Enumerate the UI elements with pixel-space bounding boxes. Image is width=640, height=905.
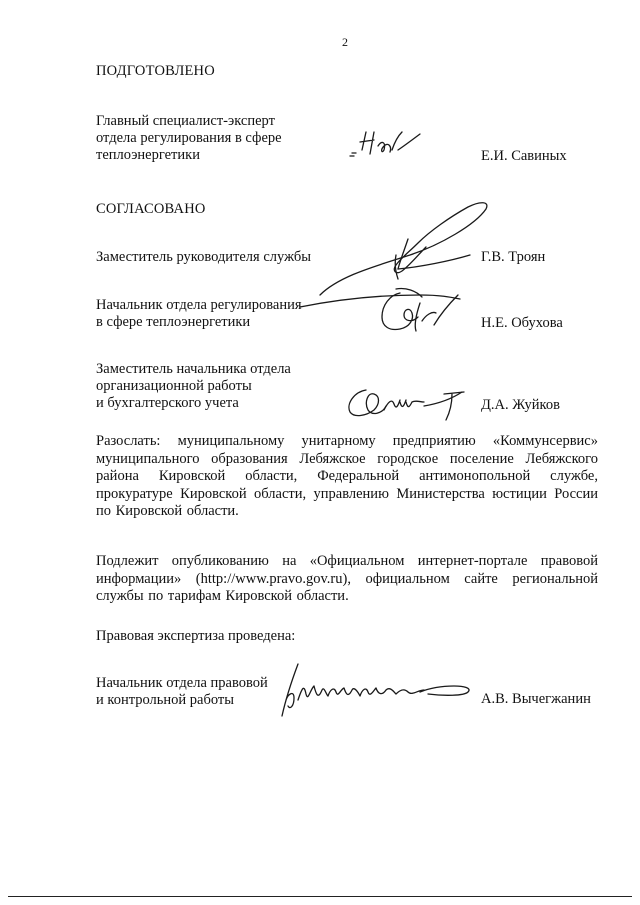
legal-review-signer-name: А.В. Вычегжанин	[481, 691, 591, 707]
distribution-paragraph: Разослать: муниципальному унитарному предприятию «Коммунсервис» муниципального образования Лебяжское городское поселение Лебяжского района Кировской области, Федеральной антимонопольной службе, прокуратуре Кировской области, управлению Министерства юстиции России по Кировской области.	[96, 433, 598, 519]
signature-zhuikov	[340, 380, 475, 425]
prepared-position-line-1: Главный специалист-эксперт	[96, 113, 275, 129]
bottom-rule	[8, 896, 632, 897]
prepared-signer-name: Е.И. Савиных	[481, 148, 567, 164]
page-number: 2	[342, 35, 348, 49]
publication-paragraph: Подлежит опубликованию на «Официальном интернет-портале правовой информации» (http://www.pravo.gov.ru), официальном сайте региональной службы по тарифам Кировской области.	[96, 553, 598, 604]
signature-vychegzhanin	[268, 660, 478, 720]
prepared-position-line-2: отдела регулирования в сфере	[96, 130, 282, 146]
approved-signer-3-position-line-3: и бухгалтерского учета	[96, 395, 239, 411]
approved-signer-3-position-line-1: Заместитель начальника отдела	[96, 361, 291, 377]
approved-signer-2-position-line-2: в сфере теплоэнергетики	[96, 314, 251, 330]
prepared-heading: ПОДГОТОВЛЕНО	[96, 63, 215, 79]
approved-signer-3-position-line-2: организационной работы	[96, 378, 252, 394]
approved-signer-1-name: Г.В. Троян	[481, 249, 546, 265]
prepared-position-line-3: теплоэнергетики	[96, 147, 200, 163]
signature-savinykh	[340, 120, 430, 165]
legal-review-statement: Правовая экспертиза проведена:	[96, 628, 296, 644]
legal-review-position-line-1: Начальник отдела правовой	[96, 675, 268, 691]
approved-heading: СОГЛАСОВАНО	[96, 201, 206, 217]
signature-obukhova	[370, 285, 470, 340]
legal-review-position-line-2: и контрольной работы	[96, 692, 234, 708]
approved-signer-3-name: Д.А. Жуйков	[481, 397, 560, 413]
approved-signer-2-name: Н.Е. Обухова	[481, 315, 563, 331]
approved-signer-1-position: Заместитель руководителя службы	[96, 249, 312, 265]
approved-signer-2-position-line-1: Начальник отдела регулирования	[96, 297, 302, 313]
